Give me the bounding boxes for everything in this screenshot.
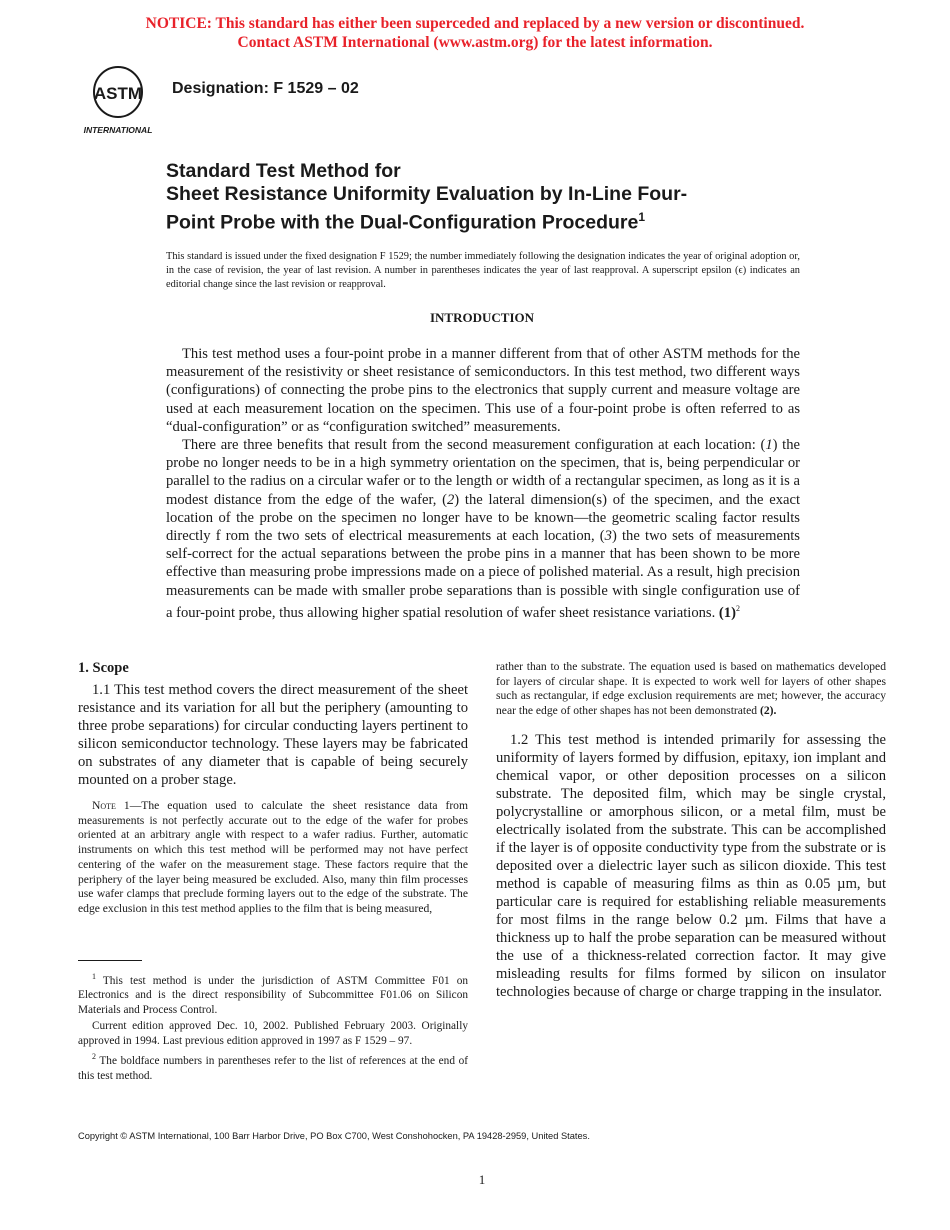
scope-paragraph-1-2: 1.2 This test method is intended primarily for assessing the uniformity of layers formed by diffusion, epitaxy, ion implant and chemical vapor, or other deposition processes on a silicon substrate. The deposited film, which may be single crystal, polycrystalline or amorphous silicon, or a metal film, must be electrically isolated from the substrate. This can be accomplished if the layer is of opposite conductivity type from the substrate or is deposited over a dielectric layer such as silicon dioxide. This test method is capable of measuring films as thin as 0.05 µm, but particular care is required for establishing reliable measurements for most films in the range below 0.2 µm. Films that have a thickness up to half the probe separation can be measured without the use of a thickness-related correction factor. It may give misleading results for films formed by silicon on insulator technologies because of charge or charge trapping in the insulator.	[496, 731, 886, 1000]
supersession-notice	[0, 14, 950, 52]
logo-text: ASTM	[93, 84, 143, 103]
title-line-3: Point Probe with the Dual-Configuration Procedure	[166, 211, 639, 234]
title-footnote-mark: 1	[638, 210, 646, 224]
introduction-heading: INTRODUCTION	[429, 310, 534, 325]
logo-subtext: INTERNATIONAL	[83, 125, 153, 135]
issued-note: This standard is issued under the fixed designation F 1529; the number immediately following the designation indicates the year of original adoption or, in the case of revision, the year of last revision. A number in parentheses indicates the year of last reapproval. A superscript epsilon (ϵ) indicates an editorial change since the last revision or reapproval.	[166, 251, 800, 290]
title-line-2: Sheet Resistance Uniformity Evaluation by In-Line Four-	[166, 183, 688, 205]
page-number: 1	[478, 1172, 486, 1187]
title-line-1: Standard Test Method for	[166, 160, 401, 182]
astm-logo-icon	[78, 66, 158, 136]
left-column	[78, 660, 468, 917]
footnote-1: $^1$ This test method is under the jurisdiction of ASTM Committee F01 on Electronics and is the direct responsibility of Subcommittee F01.06 on Silicon Materials and Process Control.	[78, 972, 468, 1016]
footnote-1-approval: Current edition approved Dec. 10, 2002. Published February 2003. Originally approved in 1994. Last previous edition approved in 1997 as F 1529 – 97.	[78, 1020, 468, 1047]
designation: Designation: F 1529 – 02	[172, 80, 359, 97]
note-1-continued: rather than to the substrate. The equation used is based on mathematics developed for layers of circular shape. It is expected to work well for layers of other shapes such as rectangular, if edge exclusion requirements are met; however, the accuracy near the edge of other shapes has not been demonstrated (2).	[496, 660, 886, 718]
introduction-body	[166, 345, 800, 622]
intro-paragraph-2: There are three benefits that result from the second measurement configuration at each location: (1) the probe no longer needs to be in a high symmetry orientation on the specimen, that is, being perpendicular or parallel to the radius on a circular wafer or to the length or width of a rectangular specimen, as long as it is a modest distance from the edge of the wafer, (2) the lateral dimension(s) of the specimen, and the exact location of the probe on the specimen no longer have to be known—the geometric scaling factor results directly f rom the two sets of electrical measurements at each location, (3) the two sets of measurements self-correct for the actual separations between the probe pins in a manner that has been shown to be more effective than measuring probe impressions made on a piece of polished material. As a result, high precision measurements can be made with smaller probe separations than is possible with single configuration use of a four-point probe, thus allowing higher spatial resolution of wafer sheet resistance variations. $(1)^2$	[166, 437, 800, 621]
notice-line-1: NOTICE: This standard has either been superceded and replaced by a new version or discontinued.	[145, 15, 805, 32]
footnotes	[78, 970, 468, 1085]
scope-heading: 1. Scope	[78, 660, 129, 676]
scope-paragraph-1-1: 1.1 This test method covers the direct measurement of the sheet resistance and its variation for all but the periphery (amounting to three probe separations) for circular conducting layers pertinent to silicon semiconductor technology. These layers may be fabricated on substrates of any diameter that is capable of being securely mounted on a prober stage.	[78, 682, 468, 788]
right-column	[496, 660, 886, 1001]
copyright-line: Copyright © ASTM International, 100 Barr Harbor Drive, PO Box C700, West Conshohocken, PA 19428-2959, United States.	[78, 1131, 590, 1141]
note-1: Note 1—The equation used to calculate the sheet resistance data from measurements is not perfectly accurate out to the edge of the wafer for probes oriented at an arbitrary angle with respect to a wafer radius. Further, automatic instruments on which this test method will be performed may not have perfect centering of the wafer on the measurement stage. These factors require that the periphery of the layer being measured be excluded. Also, many thin film processes use wafer clamps that preclude forming layers out to the edge of the substrate. The edge exclusion in this test method applies to the film that is being measured,	[78, 799, 468, 915]
reference-link: (1)	[718, 604, 736, 621]
document-title	[166, 160, 806, 235]
footnote-2: $^2$ The boldface numbers in parentheses refer to the list of references at the end of this test method.	[78, 1052, 468, 1082]
footnote-divider	[78, 960, 142, 961]
intro-paragraph-1: This test method uses a four-point probe in a manner different from that of other ASTM methods for the measurement of the resistivity or sheet resistance of semiconductors. In this test method, two different ways (configurations) of connecting the probe pins to the electronics that supply current and measure voltage are used at each measurement location on the specimen. This use of a four-point probe is often referred to as “dual-configuration” or as “configuration switched” measurements.	[166, 346, 800, 435]
notice-line-2: Contact ASTM International (www.astm.org) for the latest information.	[237, 34, 713, 51]
